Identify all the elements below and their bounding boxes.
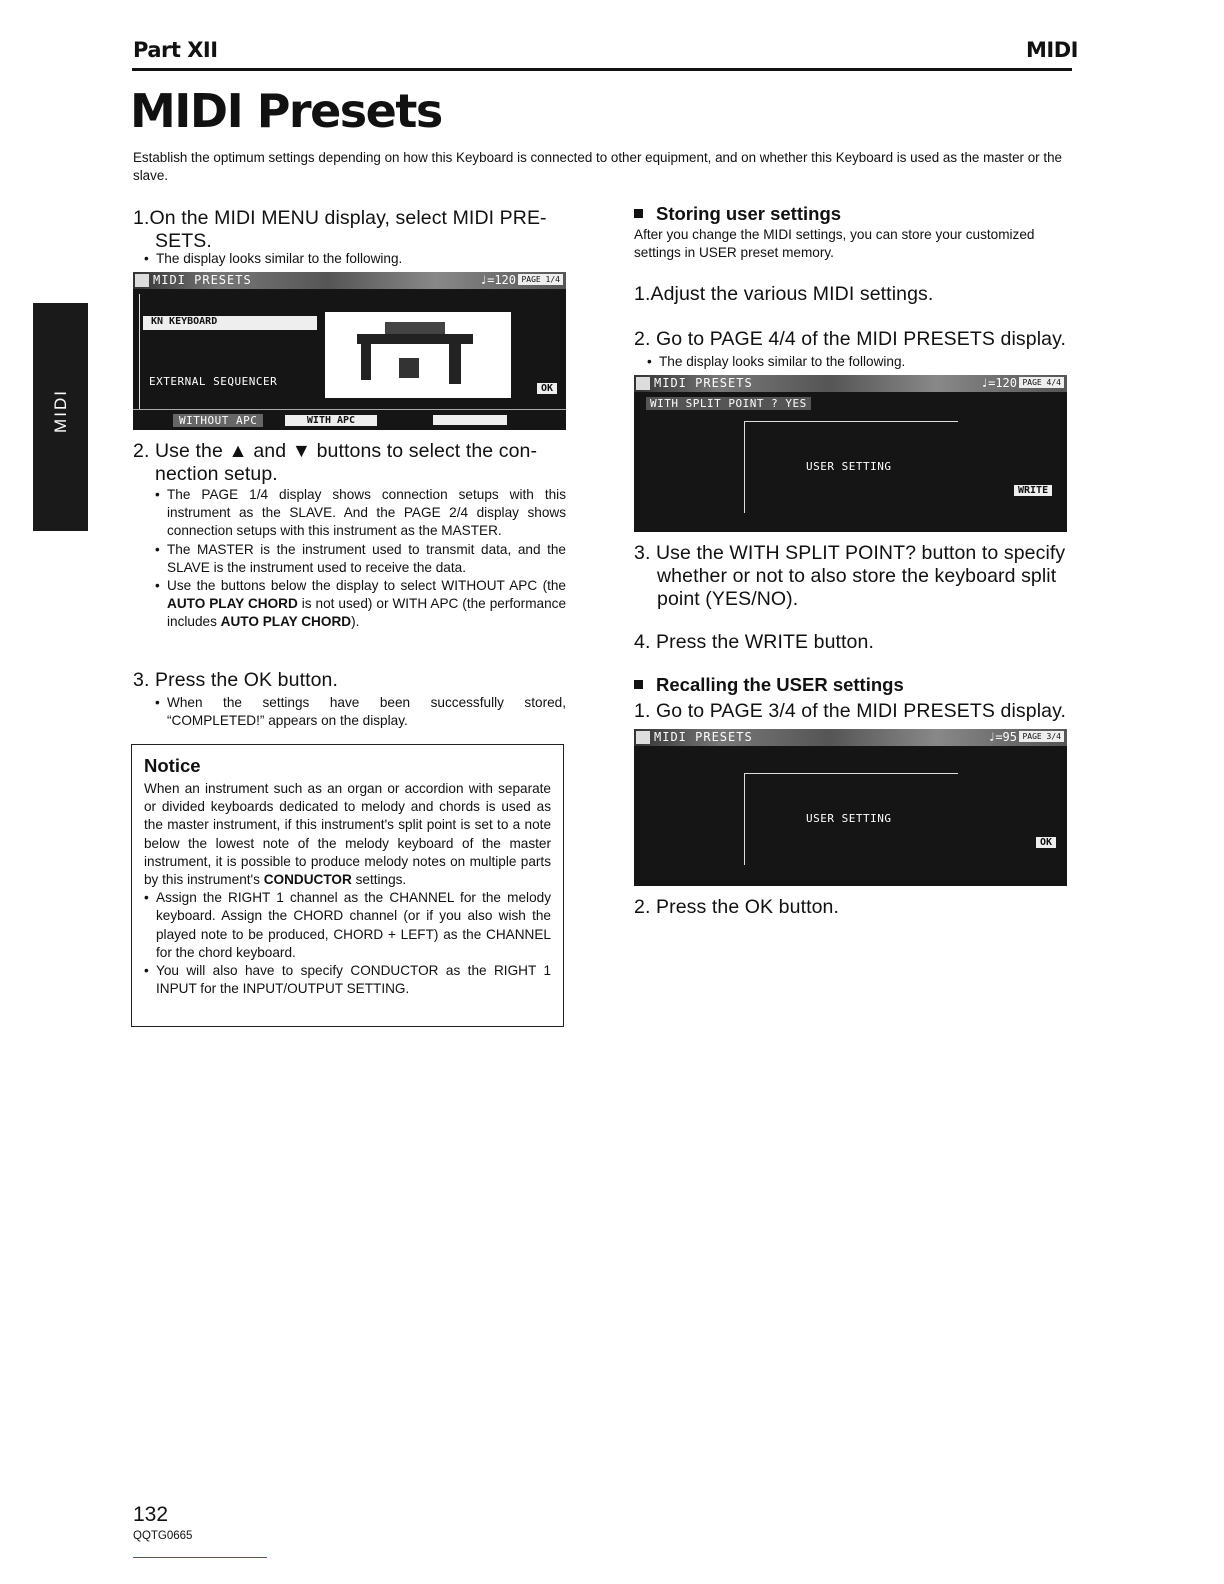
step-text: Press the WRITE button. [656, 631, 874, 653]
lcd-page: PAGE 1/4 [518, 274, 563, 285]
notice-body [144, 780, 551, 998]
storing-body: After you change the MIDI settings, you can store your customized settings in USER preset memory. [634, 227, 1035, 261]
step-text: Adjust the various MIDI settings. [650, 283, 934, 305]
lcd-display-page1 [133, 272, 566, 430]
lcd-title: MIDI PRESETS [654, 730, 753, 744]
kn-keyboard-item[interactable]: KN KEYBOARD [143, 316, 317, 330]
ok-button[interactable]: OK [1036, 837, 1056, 848]
step-text: On the MIDI MENU display, select MIDI PRE- [149, 207, 547, 229]
step-num: 1. [634, 700, 651, 722]
lcd-display-page4 [634, 375, 1067, 532]
step-num: 4. [634, 631, 651, 653]
lcd-titlebar [634, 729, 1067, 746]
bullet: • Use the buttons below the display to select WITHOUT APC (the AUTO PLAY CHORD is not used) or WITH APC (the performance includes AUTO PLAY CHORD). [155, 577, 566, 632]
footer-line [133, 1557, 267, 1558]
with-apc-button[interactable]: WITH APC [285, 415, 377, 426]
store-step-2 [634, 328, 1066, 351]
step-text-cont: point (YES/NO). [657, 588, 799, 610]
lcd-title: MIDI PRESETS [153, 273, 252, 287]
notice-box [131, 744, 564, 1027]
side-tab [33, 303, 88, 531]
step-2-bullets [155, 486, 566, 632]
store-step-2-bullets [647, 353, 1067, 371]
store-step-3 [634, 542, 1074, 611]
lcd-titlebar [634, 375, 1067, 392]
step-3-bullets [155, 694, 566, 730]
step-num: 3. [634, 542, 651, 564]
page-number: 132 [133, 1503, 169, 1526]
lcd-page: PAGE 3/4 [1019, 731, 1064, 742]
midi-icon [636, 377, 650, 390]
bullet: • The display looks similar to the following. [144, 250, 564, 268]
step-2 [133, 440, 568, 486]
step-text: Go to PAGE 3/4 of the MIDI PRESETS display. [656, 700, 1066, 722]
step-num: 2. [133, 440, 150, 462]
lcd-tempo: ♩=95 [988, 730, 1017, 744]
header-rule [132, 68, 1072, 71]
bullet: • Assign the RIGHT 1 channel as the CHANNEL for the melody keyboard. Assign the CHORD channel (or if you also wish the played note to be produced, CHORD + LEFT) as the CHANNEL for the chord keyboard. [144, 889, 551, 962]
organ-icon [325, 312, 511, 398]
bullet: • The display looks similar to the following. [647, 353, 1067, 371]
step-3 [133, 669, 338, 692]
bullet: • The MASTER is the instrument used to transmit data, and the SLAVE is the instrument used to receive the data. [155, 541, 566, 577]
midi-icon [636, 731, 650, 744]
step-num: 1. [133, 207, 150, 229]
lcd-title: MIDI PRESETS [654, 376, 753, 390]
step-text: Go to PAGE 4/4 of the MIDI PRESETS display. [656, 328, 1066, 350]
step-num: 1. [634, 283, 651, 305]
notice-title: Notice [144, 755, 201, 776]
step-text: Press the OK button. [155, 669, 339, 691]
step-text-cont: nection setup. [155, 463, 278, 485]
slider-control[interactable] [433, 415, 507, 425]
side-tab-label: MIDI [50, 389, 70, 433]
recall-step-2 [634, 896, 839, 919]
intro-text: Establish the optimum settings depending on how this Keyboard is connected to other equipment, and on whether this Keyboard is used as the master or the slave. [133, 150, 1062, 183]
write-button[interactable]: WRITE [1014, 485, 1052, 496]
bullet: • The PAGE 1/4 display shows connection setups with this instrument as the SLAVE. And the PAGE 2/4 display shows connection setups with this instrument as the MASTER. [155, 486, 566, 541]
bullet: • When the settings have been successfully stored, “COMPLETED!” appears on the display. [155, 694, 566, 730]
step-text: Use the ▲ and ▼ buttons to select the con- [155, 440, 538, 462]
store-step-4 [634, 631, 874, 654]
step-num: 2. [634, 896, 651, 918]
bullet: • You will also have to specify CONDUCTOR as the RIGHT 1 INPUT for the INPUT/OUTPUT SETTING. [144, 962, 551, 998]
lcd-titlebar [133, 272, 566, 289]
section-label: MIDI [1026, 38, 1078, 62]
without-apc-button[interactable]: WITHOUT APC [173, 414, 263, 427]
user-setting-label: USER SETTING [806, 812, 892, 825]
step-text: Use the WITH SPLIT POINT? button to specify [656, 542, 1066, 564]
lcd-display-page3 [634, 729, 1067, 886]
ok-button[interactable]: OK [537, 383, 557, 394]
recalling-heading: Recalling the USER settings [634, 674, 904, 696]
lcd-tempo: ♩=120 [980, 376, 1017, 390]
step-1-bullets [144, 250, 564, 268]
document-code: QQTG0665 [133, 1530, 193, 1542]
lcd-tempo: ♩=120 [479, 273, 516, 287]
storing-heading: Storing user settings [634, 203, 841, 225]
keyboard-image [325, 312, 511, 398]
step-num: 2. [634, 328, 651, 350]
step-text: Press the OK button. [656, 896, 840, 918]
midi-icon [135, 274, 149, 287]
with-split-point-button[interactable]: WITH SPLIT POINT ? YES [646, 397, 811, 410]
page-title: MIDI Presets [130, 84, 442, 138]
notice-paragraph: When an instrument such as an organ or accordion with separate or divided keyboards dedicated to melody and chords is used as the master instrument, if this instrument's split point is set to a note below the lowest note of the melody keyboard of the master instrument, it is possible to produce melody notes on multiple parts by this instrument's CONDUCTOR settings. [144, 781, 551, 888]
external-sequencer-item[interactable]: EXTERNAL SEQUENCER [149, 375, 278, 388]
step-text-cont: whether or not to also store the keyboard split [657, 565, 1057, 587]
recall-step-1 [634, 700, 1066, 723]
step-text-cont: SETS. [155, 230, 212, 252]
part-label: Part XII [133, 38, 218, 62]
step-num: 3. [133, 669, 150, 691]
store-step-1 [634, 283, 933, 306]
step-1 [133, 207, 568, 253]
lcd-page: PAGE 4/4 [1019, 377, 1064, 388]
user-setting-label: USER SETTING [806, 460, 892, 473]
